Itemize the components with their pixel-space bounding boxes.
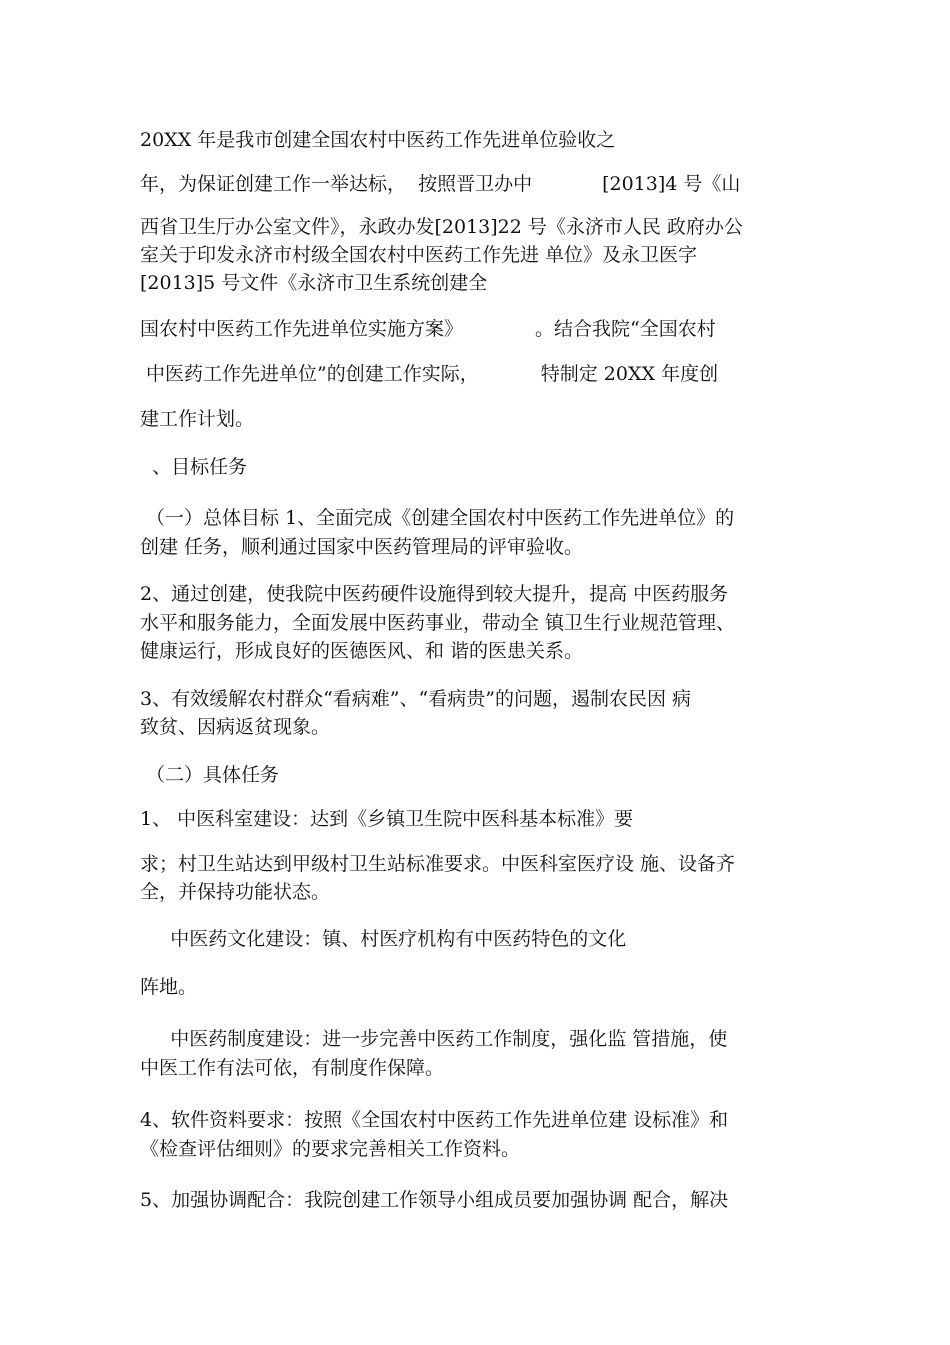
text-line: 2、通过创建，使我院中医药硬件设施得到较大提升，提高 中医药服务 [140,583,729,605]
text-line: 全，并保持功能状态。 [140,881,331,903]
section-heading: 、目标任务 [140,456,248,478]
text-line: （一）总体目标 1、全面完成《创建全国农村中医药工作先进单位》的 [140,507,735,529]
text-line: 阵地。 [140,976,198,998]
text-line: 建工作计划。 [140,408,255,430]
text-line: [2013]5 号文件《永济市卫生系统创建全 [140,272,488,294]
text-line: 3、有效缓解农村群众“看病难”、“看病贵”的问题，遏制农民因 病 [140,688,691,710]
text-line: 20XX 年是我市创建全国农村中医药工作先进单位验收之 [140,129,616,151]
text-line: 西省卫生厅办公室文件》，永政办发[2013]22 号《永济市人民 政府办公 [140,216,743,238]
text-line: 中医药文化建设：镇、村医疗机构有中医药特色的文化 [140,928,627,950]
text-line: 致贫、因病返贫现象。 [140,716,331,738]
text-line: 室关于印发永济市村级全国农村中医药工作先进 单位》及永卫医字 [140,244,698,266]
text-line: 5、加强协调配合：我院创建工作领导小组成员要加强协调 配合，解决 [140,1189,729,1211]
text-line: 水平和服务能力，全面发展中医药事业，带动全 镇卫生行业规范管理、 [140,612,736,634]
text-line: 中医药制度建设：进一步完善中医药工作制度，强化监 管措施，使 [140,1028,728,1050]
section-heading: （二）具体任务 [140,764,280,786]
text-line: 《检查评估细则》的要求完善相关工作资料。 [140,1138,521,1160]
text-line: 中医药工作先进单位”的创建工作实际， 特制定 20XX 年度创 [140,363,719,385]
text-line: 求；村卫生站达到甲级村卫生站标准要求。中医科室医疗设 施、设备齐 [140,853,736,875]
text-line: 创建 任务，顺利通过国家中医药管理局的评审验收。 [140,536,584,558]
text-line: 1、 中医科室建设：达到《乡镇卫生院中医科基本标准》要 [140,808,634,830]
text-line: 年，为保证创建工作一举达标， 按照晋卫办中 [2013]4 号《山 [140,173,741,195]
text-line: 中医工作有法可依，有制度作保障。 [140,1057,445,1079]
text-line: 国农村中医药工作先进单位实施方案》 。结合我院“全国农村 [140,318,716,340]
text-line: 4、软件资料要求：按照《全国农村中医药工作先进单位建 设标准》和 [140,1109,729,1131]
text-line: 健康运行，形成良好的医德医风、和 谐的医患关系。 [140,640,584,662]
